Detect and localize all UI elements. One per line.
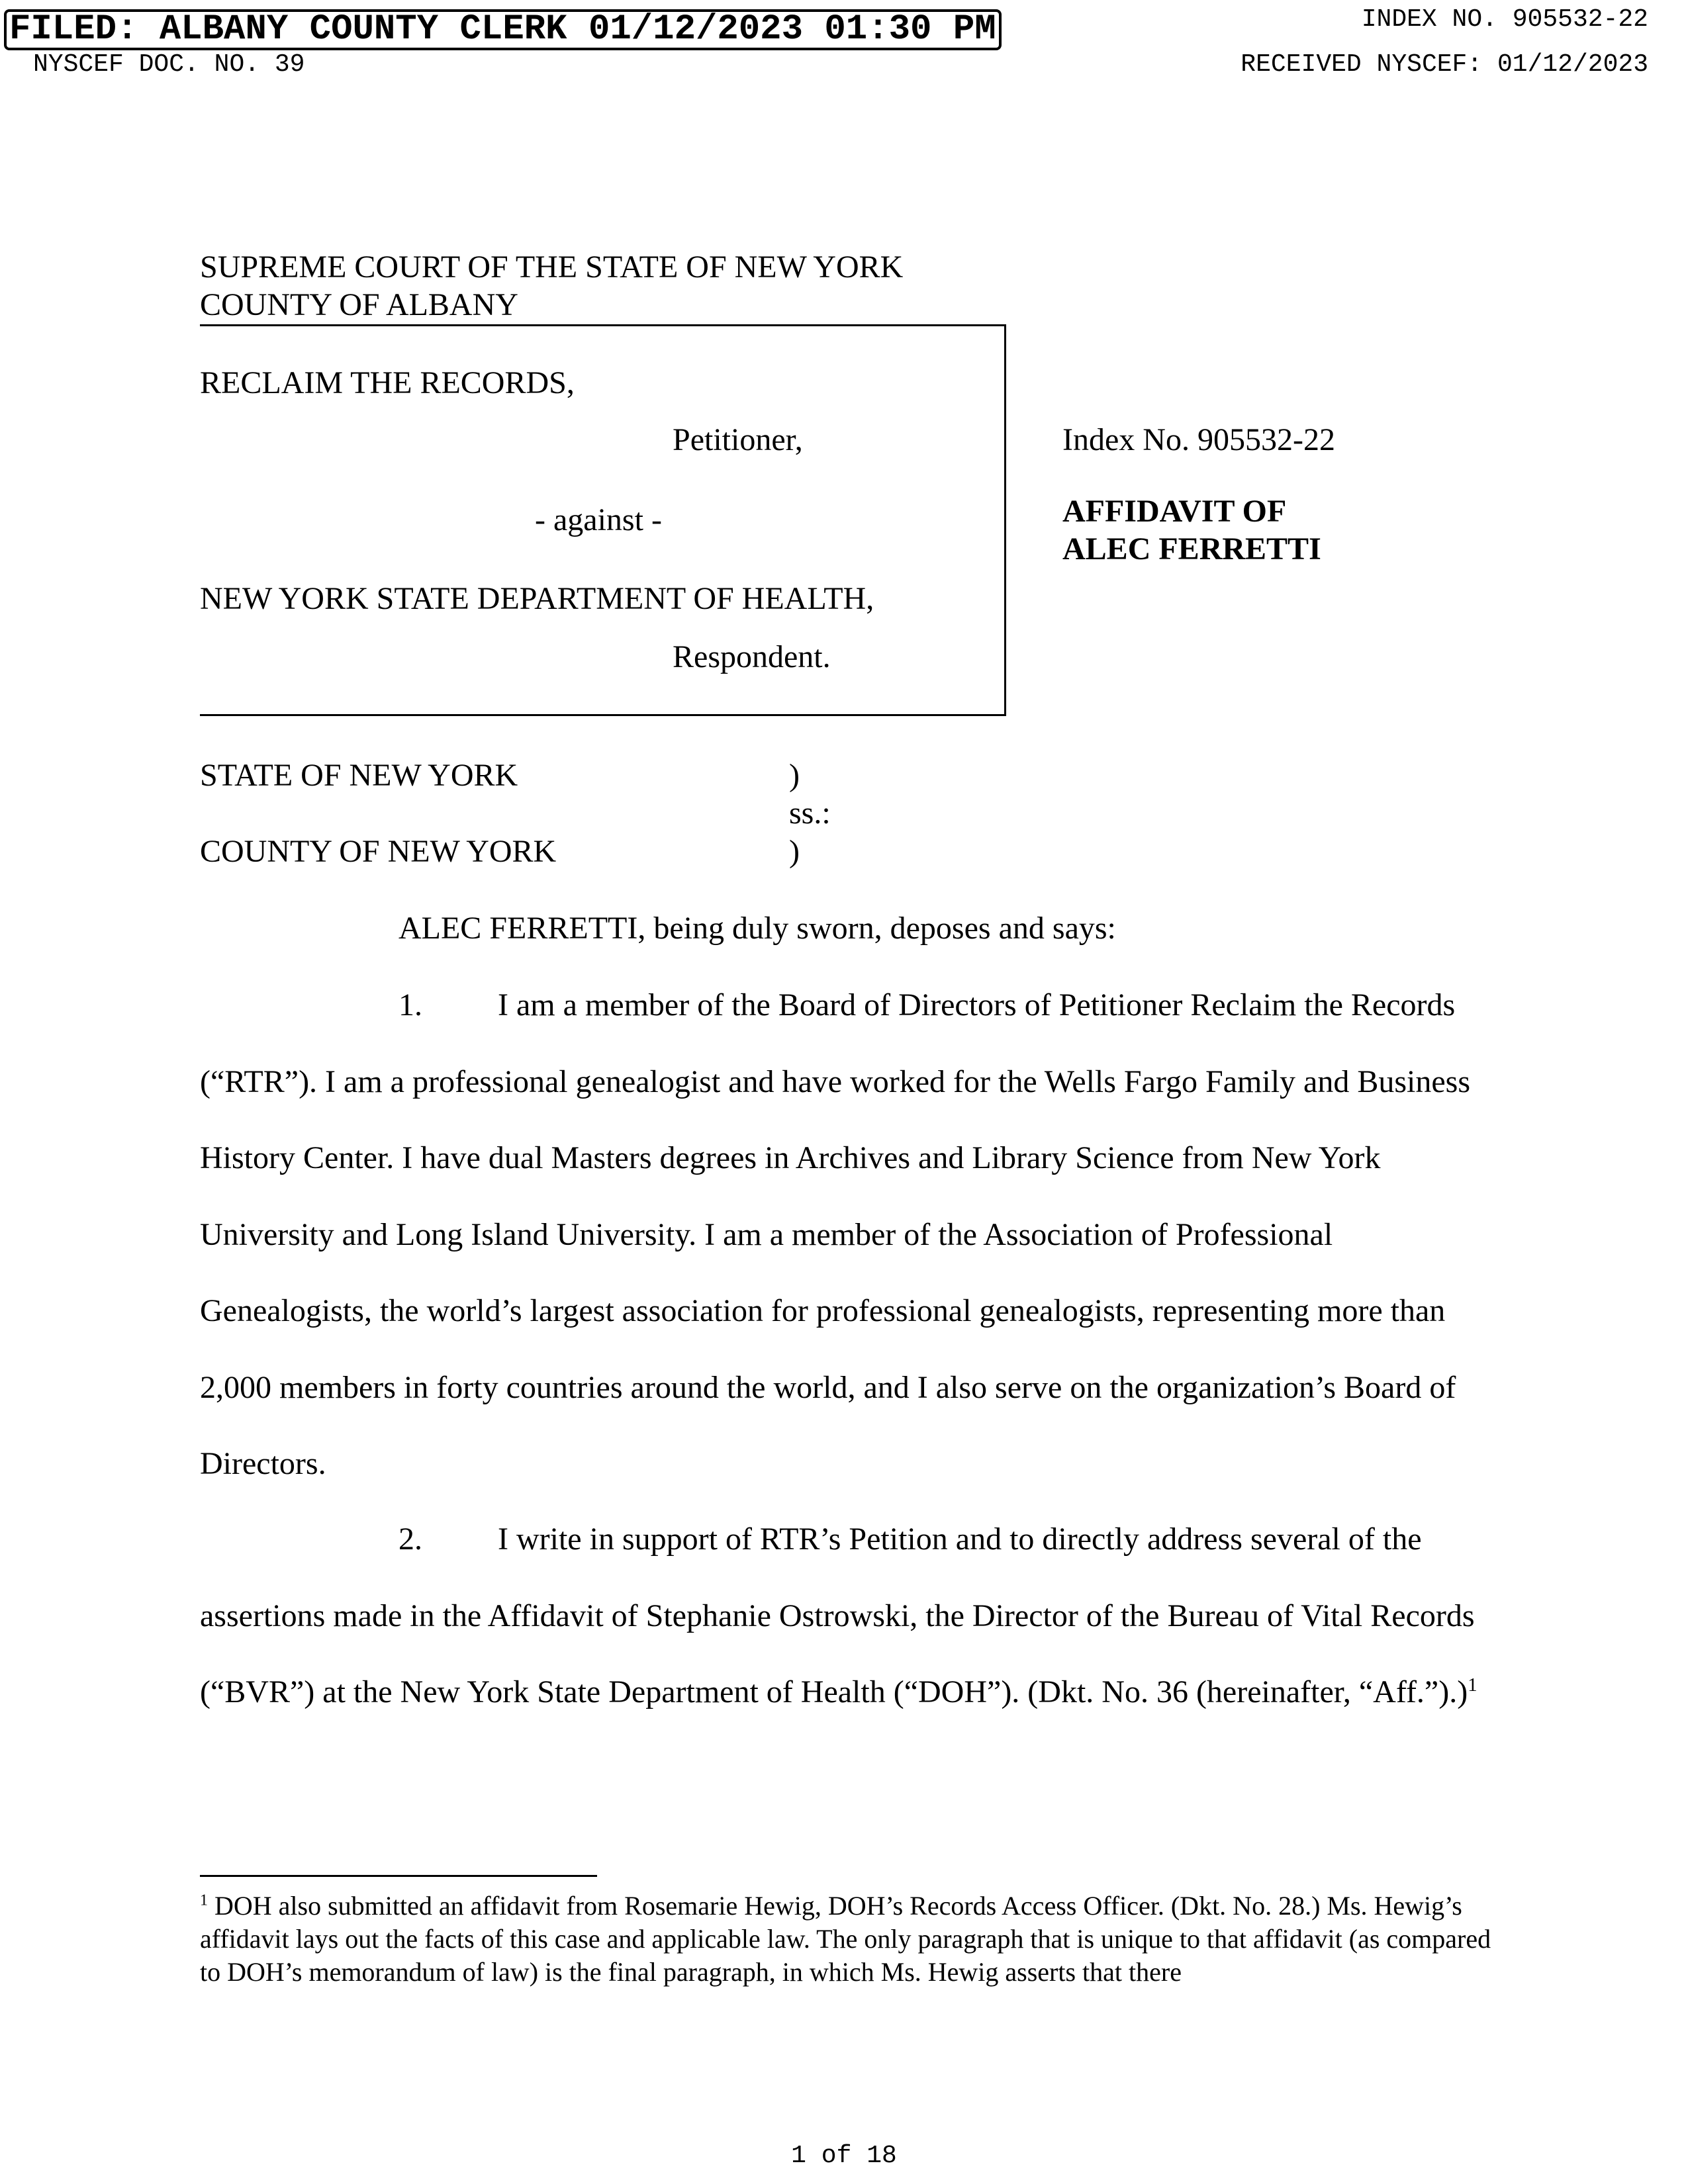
court-county: COUNTY OF ALBANY: [200, 287, 518, 322]
page-number: 1 of 18: [791, 2142, 897, 2170]
court-name: SUPREME COURT OF THE STATE OF NEW YORK: [200, 250, 904, 285]
paragraph-1-number: 1.: [399, 987, 422, 1023]
venue-county: COUNTY OF NEW YORK: [200, 834, 557, 869]
paragraph-2-text: I write in support of RTR’s Petition and to directly address several of the assertions made in the Affidavit of Stephanie Ostrowski, the Director of the Bureau of Vital Records (“BVR”) at the New York State Department of Health (“DOH”). (Dkt. No. 36 (hereinafter, “Aff.”).): [200, 1522, 1475, 1709]
intro-line: ALEC FERRETTI, being duly sworn, deposes and says:: [399, 911, 1116, 946]
venue-paren-top: ): [789, 758, 800, 793]
paragraph-2: [200, 1501, 1497, 1731]
venue-paren-bottom: ): [789, 834, 800, 869]
paragraph-1: [200, 967, 1497, 1502]
petitioner-name: RECLAIM THE RECORDS,: [200, 365, 575, 400]
footnote-text: DOH also submitted an affidavit from Rosemarie Hewig, DOH’s Records Access Officer. (Dkt. No. 28.) Ms. Hewig’s affidavit lays out the facts of this case and applicable law. The only paragraph that is unique to that affidavit (as compared to DOH’s memorandum of law) is the final paragraph, in which Ms. Hewig asserts that there: [200, 1891, 1491, 1987]
footnote-reference: 1: [1468, 1674, 1477, 1696]
respondent-name: NEW YORK STATE DEPARTMENT OF HEALTH,: [200, 581, 874, 616]
document-title-line2: ALEC FERRETTI: [1062, 531, 1321, 567]
footnote-separator: [200, 1875, 597, 1877]
venue-state: STATE OF NEW YORK: [200, 758, 518, 793]
nyscef-doc-number: NYSCEF DOC. NO. 39: [33, 50, 305, 79]
index-number-header: INDEX NO. 905532-22: [1361, 5, 1648, 34]
footnote-marker: 1: [200, 1891, 208, 1909]
caption-divider: [200, 714, 1006, 716]
index-number: Index No. 905532-22: [1062, 422, 1335, 457]
filed-stamp: FILED: ALBANY COUNTY CLERK 01/12/2023 01:30 PM: [4, 9, 1002, 50]
paragraph-1-text: I am a member of the Board of Directors of Petitioner Reclaim the Records (“RTR”). I am a professional genealogist and have worked for the Wells Fargo Family and Business History Center. I have dual Masters degrees in Archives and Library Science from New York University and Long Island University. I am a member of the Association of Professional Genealogists, the world’s largest association for professional genealogists, representing more than 2,000 members in forty countries around the world, and I also serve on the organization’s Board of Directors.: [200, 987, 1471, 1481]
received-date: RECEIVED NYSCEF: 01/12/2023: [1241, 50, 1648, 79]
against-label: - against -: [535, 502, 662, 537]
document-title-line1: AFFIDAVIT OF: [1062, 494, 1287, 529]
venue-ss: ss.:: [789, 796, 831, 831]
footnote-1: [200, 1889, 1497, 1989]
paragraph-2-number: 2.: [399, 1522, 422, 1557]
petitioner-role: Petitioner,: [673, 422, 803, 457]
respondent-role: Respondent.: [673, 639, 831, 674]
